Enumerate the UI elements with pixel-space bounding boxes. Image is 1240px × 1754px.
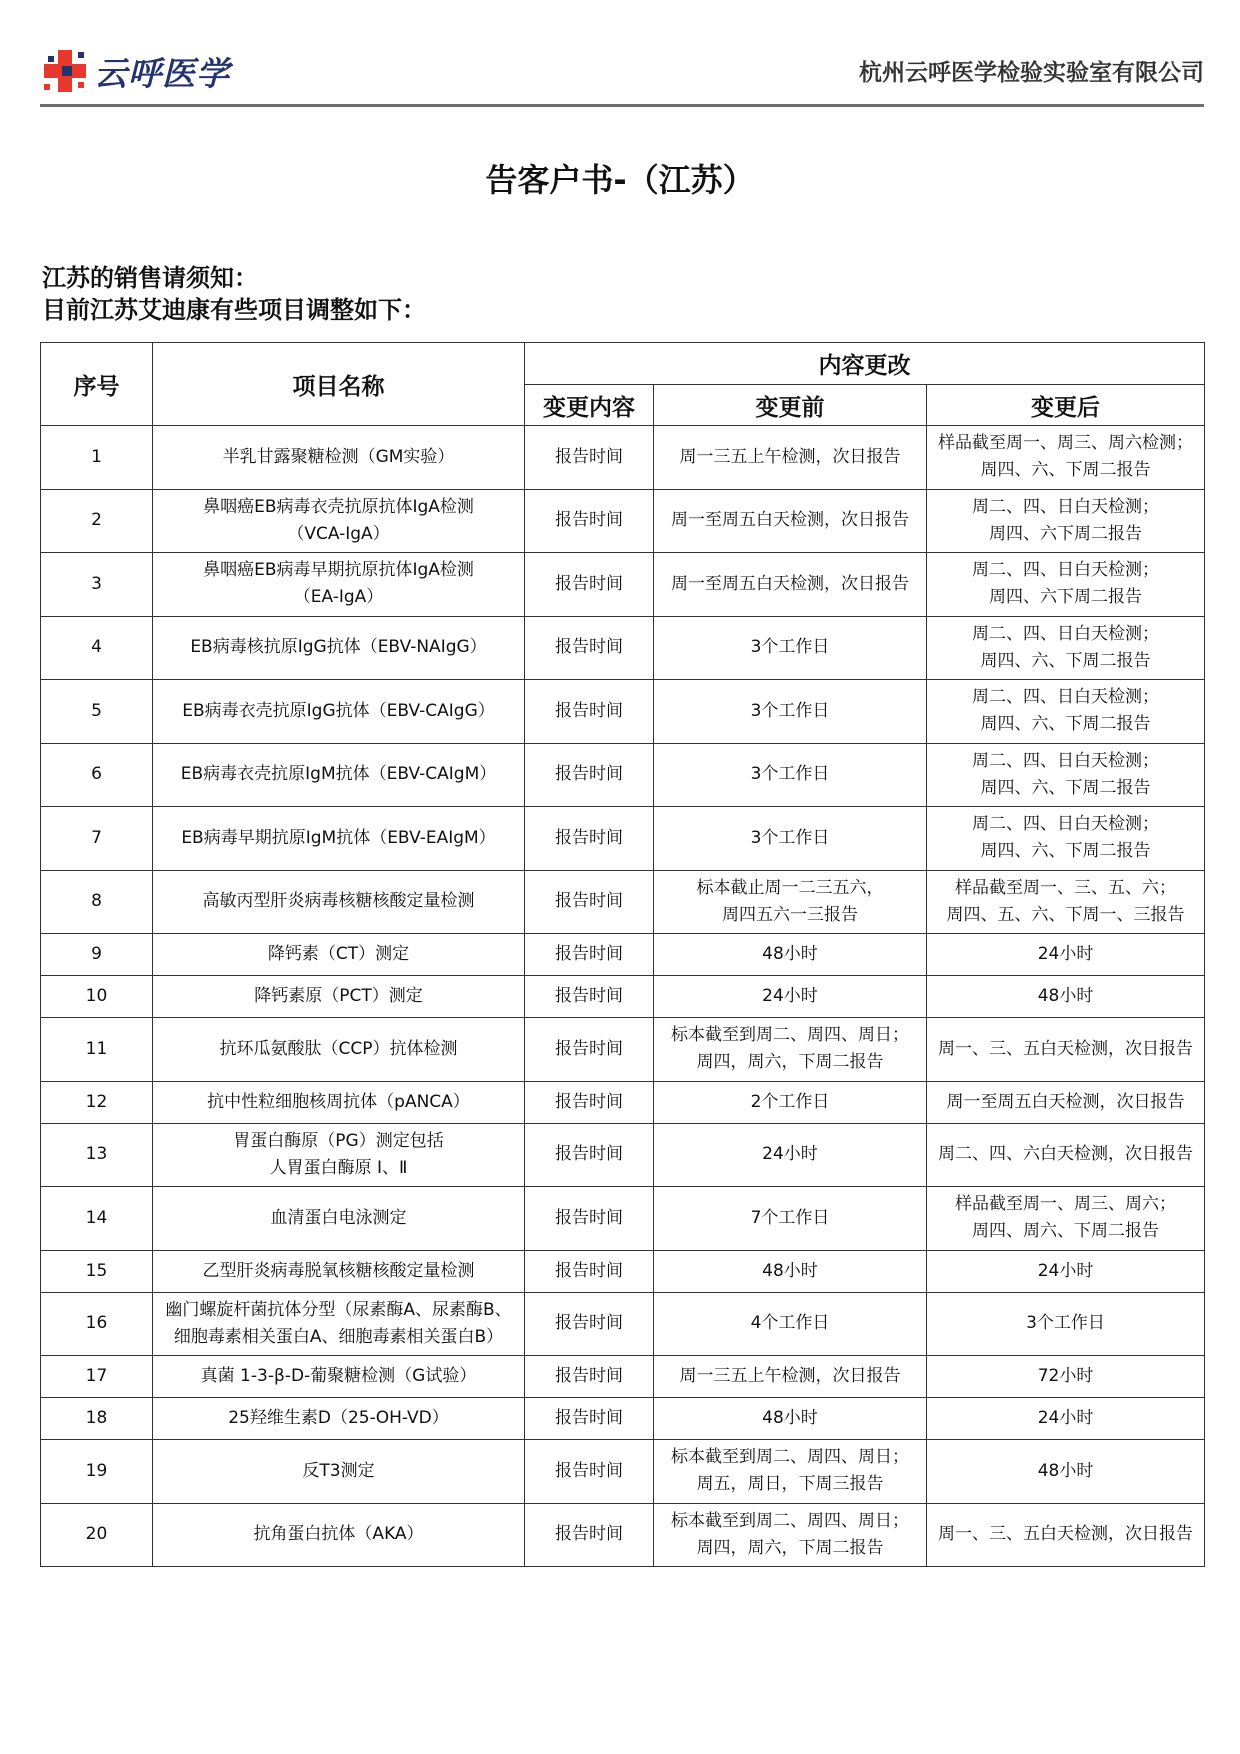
cell-after — [927, 1187, 1205, 1251]
header-divider — [40, 104, 1204, 107]
cell-before-line: 24小时 — [762, 986, 818, 1006]
cell-change-content: 报告时间 — [525, 489, 654, 553]
cell-item-name — [153, 489, 525, 553]
cell-after-line: 周二、四、日白天检测； — [972, 623, 1160, 644]
cell-after — [927, 680, 1205, 744]
cell-after-line: 周二、四、日白天检测； — [972, 687, 1160, 708]
cell-after-line: 72小时 — [1037, 1366, 1094, 1386]
cell-after-line: 周四、六、下周二报告 — [980, 777, 1151, 798]
table-row — [41, 1250, 1205, 1292]
cell-after — [927, 1123, 1205, 1187]
cell-item-name-line: 幽门螺旋杆菌抗体分型（尿素酶A、尿素酶B、 — [165, 1299, 512, 1320]
cell-before — [654, 1018, 927, 1082]
cell-seq: 14 — [41, 1187, 153, 1251]
cell-seq: 11 — [41, 1018, 153, 1082]
cell-after — [927, 553, 1205, 617]
cell-after — [927, 1250, 1205, 1292]
cell-before — [654, 1123, 927, 1187]
cell-before-line: 周四，周六，下周二报告 — [696, 1537, 884, 1558]
cell-after-line: 周一、三、五白天检测，次日报告 — [938, 1524, 1194, 1545]
cell-seq: 15 — [41, 1250, 153, 1292]
table-row — [41, 1440, 1205, 1504]
cell-before — [654, 743, 927, 807]
cell-before — [654, 426, 927, 490]
cell-before — [654, 1081, 927, 1123]
cell-item-name-line: 细胞毒素相关蛋白A、细胞毒素相关蛋白B） — [173, 1326, 504, 1347]
cell-before — [654, 1187, 927, 1251]
cell-before — [654, 1440, 927, 1504]
cell-seq: 7 — [41, 807, 153, 871]
cell-before — [654, 489, 927, 553]
cell-after — [927, 870, 1205, 934]
cell-before — [654, 1398, 927, 1440]
cell-item-name-line: 乙型肝炎病毒脱氧核糖核酸定量检测 — [202, 1260, 475, 1281]
cell-seq: 6 — [41, 743, 153, 807]
changes-table — [40, 342, 1205, 1567]
cell-before-line: 3个工作日 — [750, 700, 830, 721]
header-after: 变更后 — [927, 385, 1205, 426]
cell-after — [927, 1018, 1205, 1082]
cell-before-line: 3个工作日 — [750, 827, 830, 848]
cell-seq: 5 — [41, 680, 153, 744]
cell-item-name-line: 血清蛋白电泳测定 — [270, 1207, 407, 1228]
table-row — [41, 870, 1205, 934]
cell-item-name — [153, 1292, 525, 1356]
cell-change-content: 报告时间 — [525, 1250, 654, 1292]
cell-before — [654, 680, 927, 744]
cell-item-name-line: 降钙素原（PCT）测定 — [254, 986, 423, 1006]
table-row — [41, 1356, 1205, 1398]
cell-item-name — [153, 807, 525, 871]
cell-seq: 10 — [41, 976, 153, 1018]
cell-after — [927, 1356, 1205, 1398]
cell-after — [927, 616, 1205, 680]
cell-seq: 19 — [41, 1440, 153, 1504]
cell-item-name — [153, 1398, 525, 1440]
cell-before-line: 3个工作日 — [750, 764, 830, 785]
cell-after-line: 周四、六、下周二报告 — [980, 460, 1151, 481]
table-row — [41, 934, 1205, 976]
cell-before-line: 48小时 — [762, 1260, 818, 1281]
cell-before — [654, 1292, 927, 1356]
cell-item-name-line: 25羟维生素D（25-OH-VD） — [228, 1408, 449, 1428]
company-logo — [40, 48, 230, 94]
cell-change-content: 报告时间 — [525, 1187, 654, 1251]
cell-before-line: 标本截至到周二、周四、周日； — [671, 1510, 909, 1531]
cell-after-line: 周四、六下周二报告 — [989, 587, 1143, 608]
cell-change-content: 报告时间 — [525, 870, 654, 934]
cell-change-content: 报告时间 — [525, 616, 654, 680]
cell-item-name — [153, 1018, 525, 1082]
table-row — [41, 553, 1205, 617]
cell-item-name-line: 鼻咽癌EB病毒衣壳抗原抗体IgA检测 — [203, 496, 474, 517]
cell-after — [927, 743, 1205, 807]
cell-change-content: 报告时间 — [525, 553, 654, 617]
cell-item-name-line: EB病毒衣壳抗原IgM抗体（EBV-CAIgM） — [180, 764, 497, 785]
cell-before — [654, 553, 927, 617]
cell-after-line: 48小时 — [1037, 1460, 1094, 1481]
cell-after-line: 3个工作日 — [1026, 1313, 1105, 1334]
cell-after-line: 周一至周五白天检测，次日报告 — [946, 1091, 1185, 1112]
cell-after-line: 周二、四、六白天检测，次日报告 — [938, 1144, 1194, 1165]
cell-item-name — [153, 1250, 525, 1292]
cell-before-line: 2个工作日 — [750, 1091, 830, 1112]
cell-before-line: 周一至周五白天检测，次日报告 — [671, 510, 909, 531]
cell-before-line: 4个工作日 — [750, 1313, 830, 1334]
cell-after — [927, 1292, 1205, 1356]
cell-seq: 8 — [41, 870, 153, 934]
cell-before-line: 周一至周五白天检测，次日报告 — [671, 573, 909, 594]
cell-before-line: 标本截至到周二、周四、周日； — [671, 1025, 909, 1046]
cell-change-content: 报告时间 — [525, 1123, 654, 1187]
logo-text: 云呼医学 — [94, 53, 230, 93]
cell-seq: 17 — [41, 1356, 153, 1398]
cell-after-line: 周四、周六、下周二报告 — [972, 1221, 1160, 1242]
cell-after-line: 24小时 — [1037, 1408, 1094, 1428]
cell-change-content: 报告时间 — [525, 807, 654, 871]
cell-change-content: 报告时间 — [525, 1398, 654, 1440]
cell-after — [927, 489, 1205, 553]
cell-seq: 3 — [41, 553, 153, 617]
cell-after-line: 周四、六下周二报告 — [989, 523, 1143, 544]
notice-text — [42, 262, 426, 326]
cell-item-name — [153, 426, 525, 490]
cell-before — [654, 1503, 927, 1567]
header-item-name: 项目名称 — [153, 343, 525, 426]
cell-item-name-line: 真菌 1-3-β-D-葡聚糖检测（G试验） — [200, 1366, 477, 1386]
cell-after-line: 周四、六、下周二报告 — [980, 841, 1151, 862]
cell-after-line: 24小时 — [1037, 944, 1094, 964]
header-before: 变更前 — [654, 385, 927, 426]
cell-item-name — [153, 934, 525, 976]
cell-change-content: 报告时间 — [525, 426, 654, 490]
cell-item-name — [153, 1081, 525, 1123]
table-row — [41, 426, 1205, 490]
cell-item-name-line: 人胃蛋白酶原 Ⅰ、Ⅱ — [269, 1157, 408, 1178]
table-row — [41, 743, 1205, 807]
cell-before — [654, 1250, 927, 1292]
cell-change-content: 报告时间 — [525, 976, 654, 1018]
cell-seq: 18 — [41, 1398, 153, 1440]
cell-item-name-line: EB病毒早期抗原IgM抗体（EBV-EAIgM） — [181, 827, 496, 848]
cell-before-line: 周五，周日，下周三报告 — [696, 1474, 884, 1495]
cell-change-content: 报告时间 — [525, 1018, 654, 1082]
cell-after-line: 周一、三、五白天检测，次日报告 — [938, 1038, 1194, 1059]
company-name: 杭州云呼医学检验实验室有限公司 — [859, 60, 1204, 86]
cell-before-line: 周一三五上午检测，次日报告 — [679, 446, 901, 467]
cell-change-content: 报告时间 — [525, 934, 654, 976]
cell-change-content: 报告时间 — [525, 1440, 654, 1504]
header-seq: 序号 — [41, 343, 153, 426]
cell-before — [654, 976, 927, 1018]
cell-item-name-line: （EA-IgA） — [293, 587, 384, 608]
notice-line-2: 目前江苏艾迪康有些项目调整如下： — [42, 296, 426, 324]
header-change-content: 变更内容 — [525, 385, 654, 426]
cell-after — [927, 1503, 1205, 1567]
table-row — [41, 1503, 1205, 1567]
cell-item-name-line: 抗角蛋白抗体（AKA） — [253, 1524, 424, 1545]
cell-item-name-line: 鼻咽癌EB病毒早期抗原抗体IgA检测 — [203, 560, 474, 581]
cell-before-line: 周一三五上午检测，次日报告 — [679, 1366, 901, 1386]
cell-before — [654, 616, 927, 680]
cell-change-content: 报告时间 — [525, 743, 654, 807]
cell-item-name — [153, 1356, 525, 1398]
cell-item-name — [153, 976, 525, 1018]
cell-item-name-line: 反T3测定 — [302, 1460, 375, 1481]
notice-line-1: 江苏的销售请须知： — [42, 264, 258, 292]
cell-after-line: 周二、四、日白天检测； — [972, 750, 1160, 771]
cell-before-line: 7个工作日 — [750, 1207, 830, 1228]
cell-before — [654, 870, 927, 934]
cell-after — [927, 976, 1205, 1018]
table-row — [41, 616, 1205, 680]
cell-after-line: 48小时 — [1037, 986, 1094, 1006]
cell-after-line: 样品截至周一、三、五、六； — [955, 877, 1177, 898]
table-row — [41, 807, 1205, 871]
table-row — [41, 1123, 1205, 1187]
cell-before — [654, 807, 927, 871]
cell-change-content: 报告时间 — [525, 680, 654, 744]
cell-seq: 13 — [41, 1123, 153, 1187]
table-row — [41, 1081, 1205, 1123]
header-content-change: 内容更改 — [525, 343, 1205, 385]
cell-item-name — [153, 743, 525, 807]
cell-before-line: 标本截止周一二三五六， — [696, 877, 884, 898]
cell-before — [654, 934, 927, 976]
cell-item-name-line: 抗环瓜氨酸肽（CCP）抗体检测 — [219, 1038, 458, 1059]
cell-item-name-line: 抗中性粒细胞核周抗体（pANCA） — [207, 1091, 470, 1112]
cell-after-line: 周二、四、日白天检测； — [972, 560, 1160, 581]
cell-before-line: 48小时 — [762, 1408, 818, 1428]
medical-cross-logo-icon — [40, 48, 90, 94]
cell-seq: 12 — [41, 1081, 153, 1123]
cell-item-name-line: EB病毒核抗原IgG抗体（EBV-NAIgG） — [190, 637, 487, 658]
cell-after-line: 样品截至周一、周三、周六检测； — [938, 433, 1194, 454]
cell-after — [927, 1081, 1205, 1123]
cell-item-name — [153, 1123, 525, 1187]
cell-change-content: 报告时间 — [525, 1292, 654, 1356]
cell-item-name — [153, 553, 525, 617]
cell-seq: 9 — [41, 934, 153, 976]
cell-item-name-line: 高敏丙型肝炎病毒核糖核酸定量检测 — [202, 891, 475, 912]
cell-item-name — [153, 1187, 525, 1251]
table-row — [41, 1398, 1205, 1440]
cell-item-name — [153, 1440, 525, 1504]
cell-before-line: 标本截至到周二、周四、周日； — [671, 1447, 909, 1468]
cell-item-name-line: 半乳甘露聚糖检测（GM实验） — [222, 446, 455, 467]
cell-change-content: 报告时间 — [525, 1356, 654, 1398]
cell-item-name-line: EB病毒衣壳抗原IgG抗体（EBV-CAIgG） — [182, 700, 495, 721]
cell-item-name — [153, 680, 525, 744]
document-title: 告客户书-（江苏） — [485, 161, 755, 199]
cell-item-name — [153, 616, 525, 680]
cell-seq: 20 — [41, 1503, 153, 1567]
table-row — [41, 1018, 1205, 1082]
cell-after-line: 周二、四、日白天检测； — [972, 814, 1160, 835]
cell-item-name-line: 胃蛋白酶原（PG）测定包括 — [233, 1130, 444, 1151]
cell-before — [654, 1356, 927, 1398]
cell-after-line: 周二、四、日白天检测； — [972, 496, 1160, 517]
cell-seq: 2 — [41, 489, 153, 553]
cell-seq: 16 — [41, 1292, 153, 1356]
table-row — [41, 680, 1205, 744]
cell-after — [927, 1398, 1205, 1440]
cell-before-line: 周四，周六，下周二报告 — [696, 1052, 884, 1073]
cell-before-line: 3个工作日 — [750, 637, 830, 658]
table-row — [41, 1187, 1205, 1251]
cell-item-name-line: （VCA-IgA） — [287, 523, 390, 544]
cell-seq: 4 — [41, 616, 153, 680]
page-header — [40, 44, 1204, 104]
cell-item-name — [153, 1503, 525, 1567]
cell-after — [927, 807, 1205, 871]
cell-after-line: 24小时 — [1037, 1260, 1094, 1281]
cell-item-name-line: 降钙素（CT）测定 — [267, 944, 410, 964]
table-body — [41, 426, 1205, 1567]
cell-change-content: 报告时间 — [525, 1503, 654, 1567]
cell-seq: 1 — [41, 426, 153, 490]
cell-before-line: 周四五六一三报告 — [722, 904, 858, 925]
cell-after-line: 周四、六、下周二报告 — [980, 650, 1151, 671]
cell-change-content: 报告时间 — [525, 1081, 654, 1123]
cell-after-line: 周四、五、六、下周一、三报告 — [946, 904, 1185, 925]
cell-before-line: 24小时 — [762, 1144, 818, 1165]
cell-after — [927, 934, 1205, 976]
table-row — [41, 489, 1205, 553]
table-row — [41, 1292, 1205, 1356]
table-row — [41, 976, 1205, 1018]
cell-before-line: 48小时 — [762, 944, 818, 964]
cell-after-line: 周四、六、下周二报告 — [980, 714, 1151, 735]
cell-after-line: 样品截至周一、周三、周六； — [955, 1194, 1177, 1215]
cell-item-name — [153, 870, 525, 934]
cell-after — [927, 1440, 1205, 1504]
cell-after — [927, 426, 1205, 490]
